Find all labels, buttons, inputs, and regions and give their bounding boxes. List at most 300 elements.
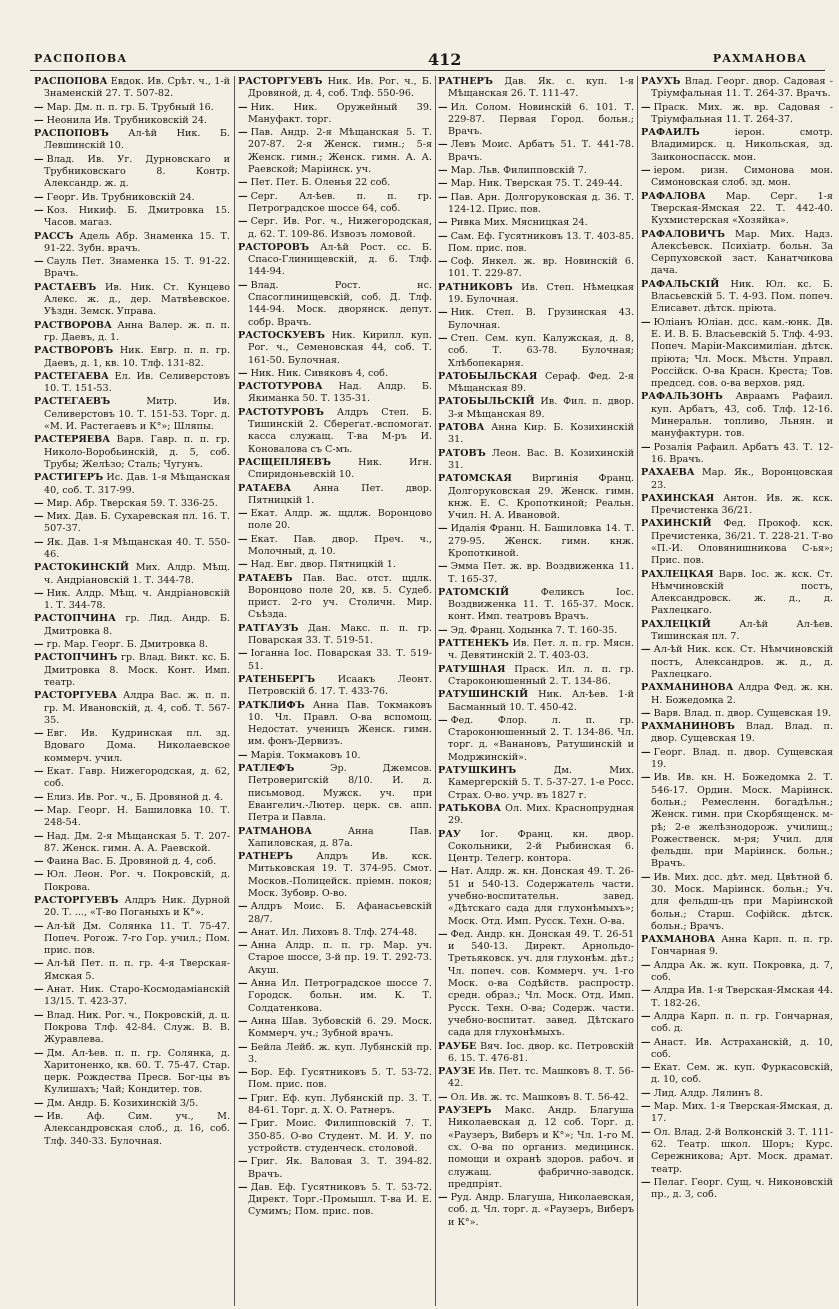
entry-surname: РАСЩЕПЛЯЕВЪ [238,456,331,468]
entry-details: Елиз. Ив. Рог. ч., Б. Дровяной д. 4. [46,791,224,803]
directory-entry [34,128,230,153]
dash-mark: — [238,1156,248,1168]
directory-entry [641,569,833,618]
entry-details: Ал-ѣй Дм. Солянка 11. Т. 75-47. Попеч. Рогож. 7-го Гор. учил.; Пом. прис. пов. [44,920,230,957]
directory-entry [34,76,230,101]
entry-details: Григ. Як. Валовая 3. Т. 394-82. Врачъ. [248,1156,432,1180]
directory-entry [438,371,634,396]
dash-mark: — [238,101,248,113]
entry-details: Мих. Алдр. Мѣщ. ч. Андрiановскій 1. Т. 344-78. [44,562,230,586]
entry-details: Георг. Влад. п. двор. Сущевская 19. [651,746,833,771]
directory-entry [34,472,230,497]
entry-details: гр. Влад. Викт. кс. Б. Дмитровка 8. Моск. Конт. Имп. театр. [44,652,230,688]
entry-details: Алдра Вас. ж. п. п. гр. М. Ивановскій, д. 4, соб. Т. 567-35. [44,690,230,726]
dash-mark: — [438,332,448,344]
entry-details: Исаакъ Леонт. Петровскій б. 17. Т. 433-76. [248,673,432,698]
dash-mark: — [641,1087,651,1099]
entry-details: Над. Дм. 2-я Мѣщанская 5. Т. 207-87. Женск. гимн. А. А. Раевской. [44,830,230,854]
directory-entry [238,927,432,939]
dash-mark: — [438,1192,448,1204]
entry-details: Ол. Ив. ж. тс. Машковъ 8. Т. 56-42. [450,1091,629,1103]
dash-mark: — [641,644,651,656]
directory-entry [641,467,833,492]
entry-surname: РАСТЕГАЕВЪ [34,396,111,408]
entry-details: Ив. Мих. дсс. дѣт. мед. Цвѣтной б. 30. Моск. Маріинск. больн.; Уч. для фельдш-цъ при Маріинской больн.; Старш. Софійск. дѣтск. больн.; Врачъ. [651,871,833,932]
directory-entry [34,231,230,256]
directory-entry [238,534,432,559]
dash-mark: — [641,1126,651,1138]
entry-details: Мар. Льв. Филипповскій 7. [450,165,587,177]
directory-entry [641,708,833,720]
entry-surname: РАУЗЕ [438,1066,476,1078]
dash-mark: — [438,217,448,229]
directory-entry [438,1041,634,1066]
entry-surname: РАСТЕРЯЕВА [34,434,111,446]
entry-details: іерон. смотр. Владимирск. ц. Никольская, зд. Заиконоспасск. мон. [651,127,833,163]
entry-surname: РАСТОРГУЕВА [34,690,118,702]
dash-mark: — [641,1010,651,1022]
header-first-entry: РАСПОПОВА [34,52,128,65]
entry-details: Анна Ил. Петроградское шоссе 7. Городск. больн. им. К. Т. Солдатенкова. [248,978,432,1014]
entry-surname: РАСТВОРОВЪ [34,345,114,357]
dash-mark: — [34,984,44,996]
directory-entry [438,76,634,101]
dash-mark: — [641,772,651,784]
directory-entry [34,895,230,920]
directory-entry [238,177,432,189]
entry-details: Анаст. Ив. Астраханскій, д. 10, соб. [651,1036,833,1060]
dash-mark: — [238,1015,248,1027]
entry-surname: РАСТОРГУЕВЪ [34,895,119,906]
directory-entry [438,625,634,637]
entry-details: Алдръ Ник. Дурной 20. Т. ..., «Т-во Поганыхъ и К°». [44,895,230,919]
entry-details: Пав. Андр. 2-я Мѣщанская 5. Т. 207-87. 2-я Женск. гимн.; 5-я Женск. гимн.; Женск. гимн. А. А. Раевской; Маріинск. уч. [248,127,432,176]
directory-entry [438,765,634,802]
entry-surname: РАТОВЪ [438,447,486,459]
entry-details: Анна Карп. п. п. гр. Гончарная 9. [651,934,833,958]
entry-surname: РАТОБЫЛЬСКАЯ [438,370,538,382]
dash-mark: — [238,1181,248,1193]
entry-surname: РАУЗЕРЪ [438,1105,492,1117]
entry-surname: РАТОВА [438,422,485,434]
entry-surname: РАХМАНИНОВА [641,682,734,694]
entry-surname: РАТУШИНСКІЙ [438,689,529,701]
dash-mark: — [238,1041,248,1053]
directory-entry [641,1062,833,1087]
entry-details: Влад. Влад. п. двор. Сущевская 19. [651,721,833,745]
directory-entry [641,102,833,127]
directory-entry [641,442,833,467]
column-1 [34,76,230,1306]
dash-mark: — [34,958,44,970]
entry-details: Влад. Рост. нс. Спасоглинищевскій, соб. Д. Тлф. 144-94. Моск. дворянск. депут. собр. Врачъ. [248,279,432,328]
dash-mark: — [438,256,448,268]
dash-mark: — [34,587,44,599]
directory-entry [641,518,833,567]
directory-entry [438,929,634,1040]
entry-surname: РАТАЕВА [238,482,292,494]
directory-entry [641,76,833,101]
directory-entry [641,985,833,1010]
entry-details: Мих. Дав. Б. Сухаревская пл. 16. Т. 507-37. [44,511,230,535]
header-rule [30,70,825,71]
directory-entry [238,330,432,367]
dash-mark: — [438,101,448,113]
dash-mark: — [238,901,248,913]
entry-details: Григ. Еф. куп. Лубянскій пр. 3. Т. 84-61. Торг. д. Х. О. Ратнеръ. [248,1092,432,1117]
directory-entry [438,664,634,689]
entry-details: Анна Пав. Хапиловская, д. 87а. [248,825,432,849]
directory-entry [438,165,634,177]
directory-entry [34,511,230,536]
dash-mark: — [34,804,44,816]
dash-mark: — [238,533,248,545]
dash-mark: — [34,511,44,523]
entry-details: Серг. Ал-ѣев. п. п. гр. Петроградское шоссе 64, соб. [248,190,432,214]
entry-surname: РАТТЕНЕКЪ [438,638,509,650]
directory-entry [438,523,634,560]
entry-details: Дав. Еф. Гусятниковъ 5. Т. 53-72. Директ. Торг.-Промышл. Т-ва И. Е. Сумимъ; Пом. прис. пов. [248,1181,432,1218]
dash-mark: — [238,508,248,520]
entry-details: Як. Дав. 1-я Мѣщанская 40. Т. 550-46. [44,536,230,560]
entry-surname: РАСТОРГУЕВЪ [238,76,323,87]
entry-details: Ник. Игн. Спиридоньевскій 10. [248,456,432,481]
entry-surname: РАТЕНБЕРГЪ [238,673,316,685]
directory-entry [438,1092,634,1104]
entry-details: Дм. Мих. Камергерскій 5. Т. 5-37-27. 1-е Росс. Страх. О-во. учр. въ 1827 г. [448,765,634,801]
entry-surname: РАТЬКОВА [438,802,502,814]
entry-details: Влад. Ник. Рог. ч., Покровскій, д. ц. Покрова Тлф. 42-84. Служ. В. В. Журавлева. [44,1009,230,1046]
directory-entry [238,623,432,648]
directory-entry [34,115,230,127]
directory-entry [34,282,230,319]
entry-details: Ник. Ник. Оружейный 39. Мануфакт. торг. [248,101,432,125]
entry-details: Ив. Пет. л. п. гр. Мясн. ч. Девятинскій 2. Т. 403-03. [448,638,634,662]
dash-mark: — [34,497,44,509]
entry-surname: РАТГАУЗЪ [238,622,299,634]
dash-mark: — [34,256,44,268]
directory-entry [238,750,432,762]
entry-details: іером. ризн. Симонова мон. Симоновская слоб. зд. мон. [651,165,833,189]
entry-surname: РАТУШКИНЪ [438,765,517,777]
directory-entry [34,154,230,191]
dash-mark: — [641,101,651,113]
directory-entry [34,856,230,868]
entry-details: Над. Евг. двор. Пятницкій 1. [250,559,396,571]
directory-entry [34,1048,230,1097]
entry-details: Варв. Влад. п. двор. Сущевская 19. [653,707,832,719]
directory-entry [438,829,634,866]
entry-details: Сам. Еф. Гусятниковъ 13. Т. 403-85. Пом. прис. пов. [448,230,634,254]
directory-entry [34,588,230,613]
directory-entry [34,205,230,230]
entry-surname: РАТОБЫЛЬСКІЙ [438,396,535,408]
entry-details: Мир. Абр. Тверская 59. Т. 336-25. [46,497,218,509]
entry-surname: РАСТВОРОВА [34,319,112,331]
dash-mark: — [438,714,448,726]
directory-entry [641,391,833,440]
entry-surname: РАСТОПЧИНЪ [34,652,118,664]
entry-details: Виргинія Франц. Долгоруковская 29. Женск. гимн. кнж. Е. С. Кропоткиной; Реальн. Учил. Н. А. Ивановой. [448,473,634,522]
entry-surname: РАТОМСКІЙ [438,586,510,598]
column-divider [234,76,235,1306]
entry-details: Праск. Ил. л. п. гр. Староконюшенный 2. Т. 134-86. [448,663,634,687]
directory-entry [238,901,432,926]
entry-details: Пет. Пет. Б. Оленья 22 соб. [250,177,391,189]
dash-mark: — [34,766,44,778]
dash-mark: — [641,165,651,177]
directory-entry [641,1101,833,1126]
directory-entry [34,613,230,638]
directory-entry [641,644,833,681]
directory-entry [34,345,230,370]
entry-details: Степ. Сем. куп. Калужская, д. 8, соб. Т. 63-78. Булочная; Хлѣбопекарня. [448,332,634,369]
entry-details: Ал-ѣй Рост. сс. Б. Спасо-Глинищевскій, д. 6. Тлф. 144-94. [248,241,432,278]
directory-entry [34,639,230,651]
entry-surname: РАФАЛОВА [641,190,706,202]
dash-mark: — [641,985,651,997]
directory-entry [438,1066,634,1091]
dash-mark: — [238,1067,248,1079]
directory-entry [238,407,432,456]
directory-entry [34,1111,230,1148]
dash-mark: — [438,191,448,203]
entry-details: Соф. Янкел. ж. вр. Новинскій 6. 101. Т. 229-87. [448,256,634,280]
dash-mark: — [641,959,651,971]
entry-surname: РАХАЕВА [641,467,695,479]
dash-mark: — [34,1097,44,1109]
dash-mark: — [238,177,248,189]
entry-details: Юл. Леон. Рог. ч. Покровскій, д. Покрова. [44,869,230,893]
directory-entry [34,690,230,727]
entry-details: Алдръ Ив. кск. Митьковская 19. Т. 374-95. Смот. Москов.-Полицейск. пріемн. покоя; Моск. Зубовр. О-во. [248,851,432,899]
directory-entry [34,562,230,587]
directory-entry [238,763,432,824]
directory-entry [238,940,432,977]
entry-details: Мар. Серг. 1-я Тверская-Ямская 22. Т. 442-40. Кухмистерская «Хозяйка». [651,190,833,227]
dash-mark: — [438,866,448,878]
directory-entry [34,256,230,281]
entry-details: Эмма Пет. ж. вр. Воздвиженка 11. Т. 165-37. [448,561,634,585]
dash-mark: — [438,561,448,573]
entry-details: Авраамъ Рафаил. куп. Арбатъ, 43, соб. Тлф. 12-16. Минеральн. топливо, Льнян. и мануфактурн. тов. [651,391,833,440]
directory-entry [438,689,634,714]
directory-entry [34,396,230,433]
dash-mark: — [238,940,248,952]
header-last-entry: РАХМАНОВА [712,52,807,65]
directory-entry [34,766,230,791]
entry-surname: РАСТЕГАЕВА [34,370,109,382]
entry-details: Екат. Гавр. Нижегородская, д. 62, соб. [44,766,230,790]
directory-entry [238,1156,432,1181]
entry-details: Ив. Фил. п. двор. 3-я Мѣщанская 89. [448,396,634,420]
entry-details: Ник. Евгр. п. п. гр. Даевъ, д. 1, кв. 10. Тлф. 131-82. [44,345,230,369]
dash-mark: — [34,728,44,740]
dash-mark: — [34,114,44,126]
entry-details: Ел. Ив. Селиверстовъ 10. Т. 151-53. [44,370,230,395]
entry-details: Фед. Флор. л. п. гр. Староконюшенный 2. Т. 134-86. Чл. торг. д. «Ванановъ, Ратушинскій и Модржинскій». [448,714,634,763]
entry-details: Іоганна Іос. Поварская 33. Т. 519-51. [248,648,432,672]
directory-entry [238,1016,432,1041]
column-divider [435,76,436,1306]
entry-details: Георг. Ив. Трубниковскій 24. [46,191,195,203]
dash-mark: — [238,559,248,571]
entry-details: Эр. Джемсов. Петроверигскій 8/10. И. д. письмовод. Мужск. уч. при Евангелич.-Лютер. церк. св. апп. Петра и Павла. [248,763,432,824]
dash-mark: — [641,1062,651,1074]
directory-entry [34,498,230,510]
entry-surname: РАСТОПЧИНА [34,613,116,625]
entry-details: Ал-ѣй Пет. п. п. гр. 4-я Тверская-Ямская 5. [44,958,230,982]
entry-details: Ив. Ив. кн. Н. Божедомка 2. Т. 546-17. Ордин. Моск. Маріинск. больн.; Ремесленн. богадѣльн.; Женск. гимн. при Скорбященск. м-рѣ; 2-е желѣзнодорож. училищ.; Рожественск. м-ря; Учил. для фельдш. при Маріинск. больн.; Врачъ. [651,772,833,870]
directory-entry [238,191,432,216]
directory-entry [238,826,432,851]
entry-details: Ал-ѣй Ник. кск. Ст. Нѣмчиновскій постъ, Александров. ж. д., д. Рахлецкаго. [651,644,833,680]
directory-entry [438,139,634,164]
entry-details: Влад. Ив. Уг. Дурновскаго и Трубниковскаго 8. Контр. Александр. ж. д. [44,153,230,190]
directory-entry [641,682,833,707]
entry-details: Юліанъ Юліан. дсс. кам.-юнк. Дв. Е. И. В. Б. Власьевскій 5. Тлф. 4-93. Попеч. Марiи-Максимиліан. дѣтск. пріюта; Чл. Моск. Мѣстн. Управл. Россійск. О-ва Красн. Креста; Тов. председ. сов. о-ва верхов. ряд. [651,316,833,390]
directory-entry [641,872,833,933]
dash-mark: — [238,1118,248,1130]
entry-surname: РАССЪ [34,230,74,242]
entry-details: Влад. Георг. двор. Садовая - Тріумфальная 11. Т. 264-37. Врачъ. [651,76,833,100]
directory-entry [34,1010,230,1047]
entry-surname: РАФАИЛЪ [641,127,700,139]
directory-entry [438,561,634,586]
directory-entry [238,1182,432,1219]
entry-details: Алдра Карп. п. п. гр. Гончарная, соб. д. [651,1010,833,1035]
entry-surname: РАСПОПОВЪ [34,128,109,140]
entry-details: Варв. Іос. ж. кск. Ст. Нѣмчиновскій постъ, Александровск. ж. д., д. Рахлецкаго. [651,568,833,617]
entry-surname: РАСТОТУРОВЪ [238,406,324,418]
entry-details: Ник. Юл. кс. Б. Власьевскій 5. Т. 4-93. Пом. попеч. Елисавет. дѣтск. пріюта. [651,278,833,315]
directory-entry [438,307,634,332]
entry-details: Фед. Прокоф. кск. Пречистенка, 36/21. Т. 228-21. Т-во «П.-И. Оловянишникова С-ья»; Прис. пов. [651,518,833,567]
directory-entry [34,805,230,830]
dash-mark: — [641,707,651,719]
dash-mark: — [34,1009,44,1021]
dash-mark: — [641,746,651,758]
dash-mark: — [34,1111,44,1123]
directory-entry [238,508,432,533]
dash-mark: — [34,1047,44,1059]
directory-entry [34,831,230,856]
directory-entry [641,127,833,164]
dash-mark: — [238,190,248,202]
entry-details: Нат. Алдр. ж. кн. Донская 49. Т. 26-51 и 540-13. Содержатель части. учебно-воспитательн. завед. «Дѣтскаго сада для глухонѣмыхъ»; Моск. Отд. Имп. Русск. Техн. О-ва. [448,866,634,927]
column-2 [238,76,432,1306]
entry-details: Дм. Ал-ѣев. п. п. гр. Солянка, д. Харитоненко, кв. 60. Т. 75-47. Стар. церк. Рождества Пресв. Бог-цы въ Кулишахъ; Чай; Кондитер. тов. [44,1047,230,1096]
directory-entry [238,674,432,699]
entry-surname: РАФАЛЬЗОНЪ [641,391,723,403]
directory-entry [34,652,230,689]
directory-entry [238,457,432,482]
directory-entry [641,1011,833,1036]
entry-details: Над. Алдр. Б. Якиманка 50. Т. 135-31. [248,381,432,405]
entry-details: Бор. Еф. Гусятниковъ 5. Т. 53-72. Пом. прис. пов. [248,1067,432,1091]
entry-surname: РАТКЛИФЪ [238,699,305,711]
entry-details: Фед. Андр. кн. Донская 49. Т. 26-51 и 540-13. Директ. Арнольдо-Третьяковск. уч. для глухонѣм. дѣт.; Чл. попеч. сов. Коммерч. уч. 1-го Моск. о-ва Содѣйств. распростр. средн. образ.; Чл. Моск. Отд. Имп. Русск. Техн. О-ва; Содерж. части. учебно-воспитат. завед. Дѣтскаго сада для глухонѣмыхъ. [448,928,634,1039]
entry-surname: РАТМАНОВА [238,825,312,837]
dash-mark: — [438,178,448,190]
directory-entry [238,381,432,406]
directory-entry [34,984,230,1009]
entry-details: Ник. Ник. Сивяковъ 4, соб. [250,367,388,379]
column-3 [438,76,634,1306]
directory-entry [641,165,833,190]
dash-mark: — [34,204,44,216]
directory-entry [438,178,634,190]
column-4 [641,76,833,1306]
entry-surname: РАСТОСКУЕВЪ [238,329,325,341]
directory-entry [238,1042,432,1067]
entry-details: гр. Лид. Андр. Б. Дмитровка 8. [44,613,230,637]
directory-entry [34,192,230,204]
entry-details: Алдра Ив. 1-я Тверская-Ямская 44. Т. 182-26. [651,985,833,1009]
entry-surname: РАСПОПОВА [34,76,108,87]
entry-details: Пелаг. Георг. Сущ. ч. Никоновскій пр., д. 3, соб. [651,1176,833,1201]
entry-surname: РАХМАНИНОВЪ [641,721,735,733]
entry-details: Ник. Ив. Рог. ч., Б. Дровяной, д. 4, соб. Тлф. 550-96. [248,76,432,100]
dash-mark: — [438,1091,448,1103]
entry-details: Митр. Ив. Селиверстовъ 10. Т. 151-53. Торг. д. «М. И. Растегаевъ и К°»; Шляпы. [44,396,230,433]
entry-details: Ив. Аф. Сим. уч., М. Александровская слоб., д. 16, соб. Тлф. 340-33. Булочная. [44,1111,230,1147]
dash-mark: — [34,191,44,203]
entry-details: Неонила Ив. Трубниковскій 24. [46,114,207,126]
directory-entry [641,1177,833,1202]
entry-details: Эд. Франц. Ходынка 7. Т. 160-35. [450,624,618,636]
directory-entry [34,537,230,562]
directory-entry [641,960,833,985]
directory-entry [34,792,230,804]
directory-entry [238,648,432,673]
directory-entry [238,700,432,749]
directory-entry [438,448,634,473]
entry-details: гр. Мар. Георг. Б. Дмитровка 8. [46,639,209,651]
entry-details: Леон. Вас. В. Козихинскій 31. [448,447,634,471]
entry-details: Ол. Влад. 2-й Волконскій 3. Т. 111-62. Театр. школ. Шоръ; Курс. Сережникова; Арт. Моск. драмат. театр. [651,1126,833,1175]
entry-details: Алдръ Степ. Б. Тишинскій 2. Сберегат.-вспомогат. касса служащ. Т-ва М-ръ И. Коновалова съ С-мъ. [248,406,432,455]
directory-entry [238,280,432,329]
directory-entry [641,229,833,278]
dash-mark: — [641,1036,651,1048]
directory-entry [438,1105,634,1191]
entry-details: Ник. Степ. В. Грузинская 43. Булочная. [448,307,634,331]
dash-mark: — [238,279,248,291]
entry-details: Анат. Ник. Старо-Космодамiанскій 13/15. Т. 423-37. [44,984,230,1008]
entry-details: Ник. Ал-ѣев. 1-й Басманный 10. Т. 450-42. [448,689,634,713]
entry-details: Праск. Мих. ж. вр. Садовая - Тріумфальная 11. Т. 264-37. [651,101,833,125]
entry-surname: РАТАЕВЪ [238,572,293,584]
entry-details: Іог. Франц. кн. двор. Сокольники, 2-й Рыбинская 6. Центр. Телегр. контора. [448,828,634,865]
entry-details: Анат. Ил. Лиховъ 8. Тлф. 274-48. [250,926,418,938]
entry-details: Мар. Мих. 1-я Тверская-Ямская, д. 17. [651,1101,833,1125]
entry-details: Серг. Ив. Рог. ч., Нижегородская, д. 62. Т. 109-86. Извозъ ломовой. [248,216,432,240]
directory-entry [641,317,833,391]
entry-surname: РАСТИГЕРЪ [34,472,104,484]
entry-details: Пав. Арн. Долгоруковская д. 36. Т. 124-12. Прис. пов. [448,191,634,215]
directory-entry [438,473,634,522]
entry-surname: РАХЛЕЦКАЯ [641,568,714,580]
entry-surname: РАСТОРОВЪ [238,241,310,253]
dash-mark: — [438,139,448,151]
directory-entry [34,1098,230,1110]
entry-surname: РАХИНСКІЙ [641,518,712,530]
entry-details: Мар. Мих. Надз. Алексѣевск. Психіатр. больн. За Серпуховской заст. Канатчикова дача. [651,228,833,277]
directory-entry [238,368,432,380]
dash-mark: — [641,871,651,883]
directory-entry [34,371,230,396]
